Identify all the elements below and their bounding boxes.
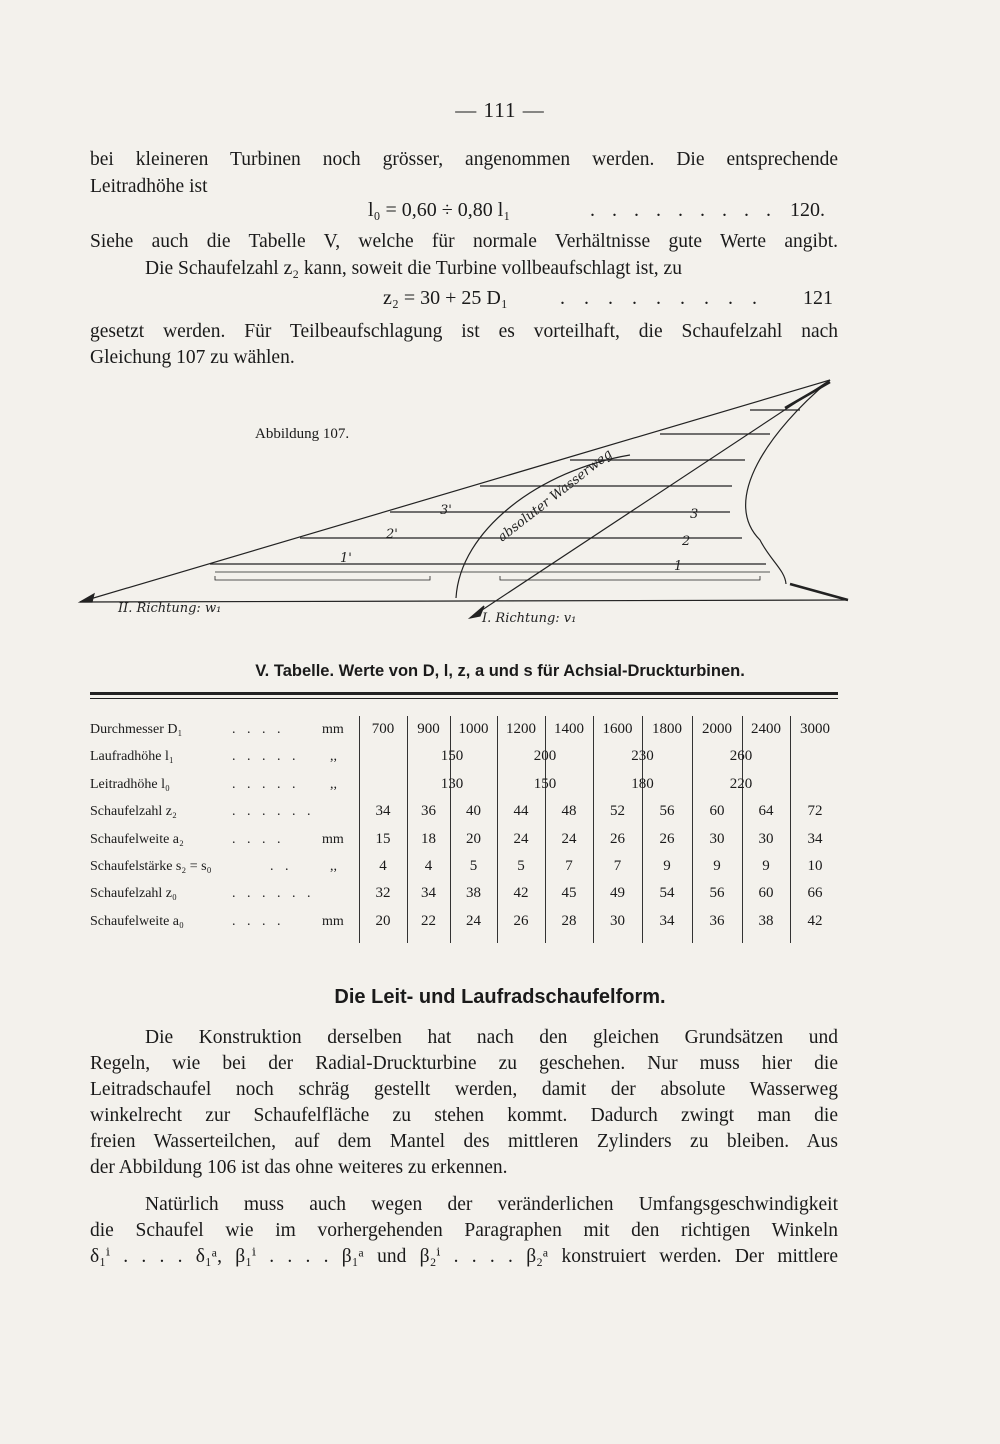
table-cell: 4 xyxy=(424,858,433,874)
table-cell: 34 xyxy=(421,885,436,902)
table-cell-group: 150 xyxy=(533,775,557,792)
table-cell: 15 xyxy=(375,830,391,847)
table-cell: 7 xyxy=(565,858,573,874)
direction-line-inner xyxy=(470,380,830,618)
mark-right-1: 1 xyxy=(674,559,683,574)
table-cell: 42 xyxy=(513,885,529,902)
blade-end-lower xyxy=(790,584,848,600)
mark-left-3: 3' xyxy=(440,503,452,518)
table-cell: 34 xyxy=(375,803,391,820)
table-cell: 10 xyxy=(807,858,823,874)
table-cell: 9 xyxy=(663,858,671,874)
table-row-dots: . . . . xyxy=(232,722,285,737)
table-cell: 40 xyxy=(466,803,481,820)
table-row-label: Schaufelzahl z₂ xyxy=(90,804,177,820)
para5-line2: die Schaufel wie im vorhergehenden Paragraphen mit den richtigen Winkeln xyxy=(90,1220,838,1241)
table-cell: 34 xyxy=(807,830,823,847)
table-row-label: Schaufelstärke s₂ = s₀ xyxy=(90,859,212,874)
table-cell: 5 xyxy=(469,858,478,874)
table-column-divider xyxy=(359,716,360,943)
para5-line1: Natürlich muss auch wegen der veränderlichen Umfangsgeschwindigkeit xyxy=(145,1194,838,1215)
table-row-unit: ,, xyxy=(330,749,337,765)
table-cell: 24 xyxy=(513,830,529,847)
table-cell-group: 220 xyxy=(729,775,753,792)
table-cell: 4 xyxy=(379,858,387,874)
formula-121-number: 121 xyxy=(803,287,833,309)
table-cell: 9 xyxy=(713,858,721,874)
table-cell: 38 xyxy=(758,912,774,929)
table-row-label: Leitradhöhe l₀ xyxy=(90,776,170,792)
table-cell-group: 130 xyxy=(440,775,464,792)
table-title: V. Tabelle. Werte von D, l, z, a und s für Achsial-Druckturbinen. xyxy=(255,662,745,680)
label-direction-1: I. Richtung: v₁ xyxy=(482,611,577,626)
table-row-label: Schaufelweite a₂ xyxy=(90,831,184,847)
bracket-right xyxy=(500,576,760,580)
table-row-dots: . . . . . . xyxy=(232,804,315,820)
para4-line5: freien Wasserteilchen, auf dem Mantel des mittleren Zylinders zu bleiben. Aus xyxy=(90,1131,838,1152)
label-water-path: absoluter Wasserweg xyxy=(495,446,616,546)
table-cell: 900 xyxy=(417,721,440,737)
table-cell: 56 xyxy=(709,885,725,902)
table-cell: 2400 xyxy=(751,721,781,737)
table-cell: 38 xyxy=(466,885,481,902)
table-column-divider xyxy=(790,716,791,943)
blade-end-upper xyxy=(785,382,830,408)
para3-line1: gesetzt werden. Für Teilbeaufschlagung ist es vorteilhaft, die Schaufelzahl nach xyxy=(90,321,838,342)
para1-line1: bei kleineren Turbinen noch grösser, angenommen werden. Die entsprechende xyxy=(90,149,838,170)
table-cell: 1600 xyxy=(602,721,633,737)
table-row-dots: . . . . . xyxy=(232,776,300,792)
table-cell: 7 xyxy=(613,858,622,874)
para1-line2: Leitradhöhe ist xyxy=(90,176,208,197)
para4-line1: Die Konstruktion derselben hat nach den gleichen Grundsätzen und xyxy=(145,1027,838,1048)
table-cell: 52 xyxy=(610,803,625,820)
table-cell: 28 xyxy=(561,912,577,929)
table-cell: 49 xyxy=(610,885,625,902)
para2-line2: Die Schaufelzahl z₂ kann, soweit die Turbine vollbeaufschlagt ist, zu xyxy=(145,258,682,279)
table-row-label: Laufradhöhe l₁ xyxy=(90,749,174,765)
table-cell: 20 xyxy=(466,830,481,847)
bracket-left xyxy=(215,576,430,580)
para4-line4: winkelrecht zur Schaufelfläche zu stehen kommt. Dadurch zwingt man die xyxy=(90,1105,838,1126)
para5-line3: δ₁ⁱ . . . . δ₁ᵃ, β₁ⁱ . . . . β₁ᵃ und β₂ⁱ . . . . β₂ᵃ konstruiert werden. Der mittlere xyxy=(90,1246,838,1267)
table-rule-top-thin xyxy=(90,698,838,699)
formula-121-dots: . . . . . . . . . xyxy=(560,287,764,309)
table-cell: 24 xyxy=(561,830,577,847)
table-cell: 2000 xyxy=(702,721,732,737)
table-row-dots: . . . . . . xyxy=(232,886,315,902)
table-cell: 26 xyxy=(610,830,625,847)
table-cell: 1400 xyxy=(554,721,584,737)
direction-line-upper xyxy=(80,380,830,602)
table-cell: 45 xyxy=(561,885,577,902)
figure-caption: Abbildung 107. xyxy=(255,426,350,442)
table-row-label: Durchmesser D₁ xyxy=(90,722,183,737)
formula-120-expr: l₀ = 0,60 ÷ 0,80 l₁ xyxy=(368,199,511,221)
table-cell: 1800 xyxy=(652,721,682,737)
table-cell: 18 xyxy=(421,830,436,847)
table-row-unit: mm xyxy=(322,831,344,847)
table-row-unit: ,, xyxy=(330,776,337,792)
section-heading: Die Leit- und Laufradschaufelform. xyxy=(334,986,666,1008)
table-cell: 26 xyxy=(659,830,675,847)
table-cell: 9 xyxy=(762,858,770,874)
table-cell: 30 xyxy=(610,912,625,929)
para2-line1: Siehe auch die Tabelle V, welche für normale Verhältnisse gute Werte angibt. xyxy=(90,231,838,252)
table-cell-group: 230 xyxy=(631,748,654,765)
table-cell: 1200 xyxy=(506,721,536,737)
table-cell: 48 xyxy=(561,803,577,820)
table-cell: 34 xyxy=(659,912,675,929)
formula-120-number: 120. xyxy=(790,199,825,221)
table-row-dots: . . . . xyxy=(232,831,285,847)
para4-line6: der Abbildung 106 ist das ohne weiteres zu erkennen. xyxy=(90,1157,508,1178)
formula-121-expr: z₂ = 30 + 25 D₁ xyxy=(383,287,508,309)
table-cell: 700 xyxy=(371,721,395,737)
table-cell: 22 xyxy=(421,912,436,929)
table-cell: 3000 xyxy=(800,721,830,737)
table-cell: 56 xyxy=(659,803,675,820)
table-cell: 44 xyxy=(513,803,529,820)
mark-right-2: 2 xyxy=(682,534,691,549)
table-cell: 54 xyxy=(659,885,675,902)
table-cell: 30 xyxy=(709,830,725,847)
table-cell: 1000 xyxy=(458,721,489,737)
table-cell: 60 xyxy=(709,803,725,820)
mark-left-2: 2' xyxy=(386,527,398,542)
table-row-dots: . . . . xyxy=(232,913,285,929)
table-cell: 42 xyxy=(807,912,823,929)
table-cell: 60 xyxy=(758,885,774,902)
table-row-label: Schaufelzahl z₀ xyxy=(90,886,177,902)
table-cell-group: 150 xyxy=(440,748,464,765)
table-cell-group: 200 xyxy=(533,748,557,765)
table-row-dots: . . . . . xyxy=(232,749,300,765)
table-cell: 26 xyxy=(513,912,529,929)
table-row-unit: ,, xyxy=(330,859,337,874)
page-number: — 111 — xyxy=(455,98,545,122)
table-cell: 36 xyxy=(421,803,436,820)
table-row-label: Schaufelweite a₀ xyxy=(90,913,184,929)
table-cell: 36 xyxy=(709,912,725,929)
figure-107-diagram xyxy=(70,370,860,640)
blade-curve xyxy=(746,380,830,584)
mark-left-1: 1' xyxy=(340,551,352,566)
table-cell: 20 xyxy=(375,912,391,929)
para4-line2: Regeln, wie bei der Radial-Druckturbine zu geschehen. Nur muss hier die xyxy=(90,1053,838,1074)
table-row-unit: mm xyxy=(322,913,344,929)
table-cell-group: 260 xyxy=(729,748,753,765)
formula-120 xyxy=(368,199,510,222)
label-direction-2: II. Richtung: w₁ xyxy=(118,601,222,616)
table-cell: 5 xyxy=(517,858,525,874)
formula-120-dots: . . . . . . . . . xyxy=(590,199,777,221)
table-row-unit: mm xyxy=(322,722,344,737)
table-row-dots: . . xyxy=(270,859,293,874)
para3-line2: Gleichung 107 zu wählen. xyxy=(90,347,295,368)
table-cell: 64 xyxy=(758,803,774,820)
table-cell: 72 xyxy=(807,803,823,820)
table-rule-top xyxy=(90,692,838,695)
para4-line3: Leitradschaufel noch schräg gestellt werden, damit der absolute Wasserweg xyxy=(90,1079,838,1100)
table-cell: 24 xyxy=(466,912,481,929)
table-cell: 32 xyxy=(375,885,391,902)
water-path-curve xyxy=(456,455,630,598)
table-cell: 30 xyxy=(758,830,774,847)
table-cell-group: 180 xyxy=(631,775,654,792)
arrowhead-left xyxy=(80,594,94,602)
table-cell: 66 xyxy=(807,885,823,902)
mark-right-3: 3 xyxy=(690,507,699,522)
